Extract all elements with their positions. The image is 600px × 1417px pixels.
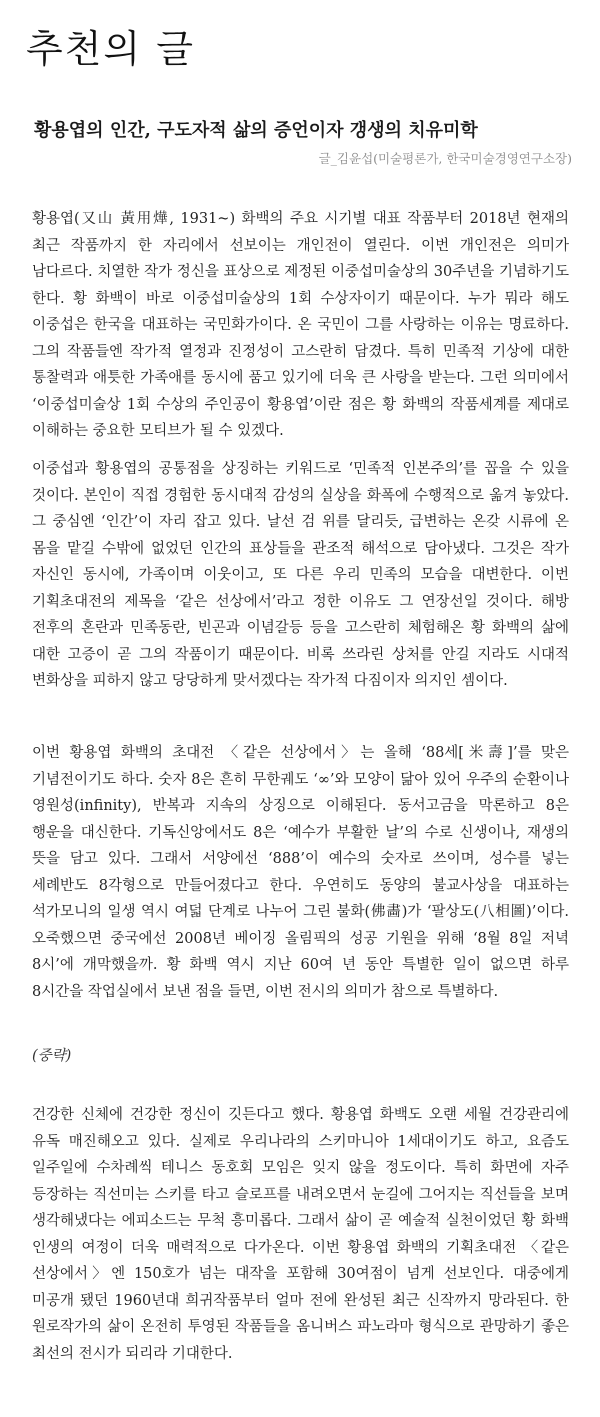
paragraph-1: 황용엽(又山 黃用燁, 1931~) 화백의 주요 시기별 대표 작품부터 2018년 현재의 최근 작품까지 한 자리에서 선보이는 개인전이 열린다. 이번 개인전은 의미가 남다르다. 치열한 작가 정신을 표상으로 제정된 이중섭미술상의 30주년을 기념하기도 한다. 황 화백이 바로 이중섭미술상의 1회 수상자이기 때문이다. 누가 뭐라 해도 이중섭은 한국을 대표하는 국민화가이다. 온 국민이 그를 사랑하는 이유는 명료하다. 그의 작품들엔 작가적 열정과 진정성이 고스란히 담겼다. 특히 민족적 기상에 대한 통찰력과 애틋한 가족애를 동시에 품고 있기에 더욱 큰 사랑을 받는다. 그런 의미에서 ‘이중섭미술상 1회 수상의 주인공이 황용엽’이란 점은 황 화백의 작품세계를 제대로 이해하는 중요한 모티브가 될 수 있겠다. bbox=[32, 211, 569, 439]
article-subtitle: 황용엽의 인간, 구도자적 삶의 증언이자 갱생의 치유미학 bbox=[34, 120, 478, 141]
paragraph-5: 건강한 신체에 건강한 정신이 깃든다고 했다. 황용엽 화백도 오랜 세월 건강관리에 유독 매진해오고 있다. 실제로 우리나라의 스키마니아 1세대이기도 하고, 요즘도 일주일에 수차례씩 테니스 동호회 모임은 잊지 않을 정도이다. 특히 화면에 자주 등장하는 직선미는 스키를 타고 슬로프를 내려오면서 눈길에 그어지는 직선들을 보며 생각해냈다는 에피소드는 무척 흥미롭다. 그래서 삶이 곧 예술적 실천이었던 황 화백 인생의 여정이 더욱 매력적으로 다가온다. 이번 황용엽 화백의 기획초대전 〈같은 선상에서〉엔 150호가 넘는 대작을 포함해 30여점이 넘게 선보인다. 대중에게 미공개 됐던 1960년대 희귀작품부터 얼마 전에 완성된 최근 신작까지 망라된다. 한 원로작가의 삶이 온전히 투영된 작품들을 옴니버스 파노라마 형식으로 관망하기 좋은 최선의 전시가 되리라 기대한다. bbox=[32, 1107, 569, 1362]
author-byline: 글_김윤섭(미술평론가, 한국미술경영연구소장) bbox=[318, 151, 572, 166]
omission-note: (중략) bbox=[32, 1048, 72, 1064]
paragraph-3: 이번 황용엽 화백의 초대전 〈같은 선상에서〉는 올해 ‘88세[米壽]’를 맞은 기념전이기도 하다. 숫자 8은 흔히 무한궤도 ‘∞’와 모양이 닮아 있어 우주의 순환이나 영원성(infinity), 반복과 지속의 상징으로 이해된다. 동서고금을 막론하고 8은 행운을 대신한다. 기독신앙에서도 8은 ‘예수가 부활한 날’의 수로 신생이나, 재생의 뜻을 담고 있다. 그래서 서양에선 ‘888’이 예수의 숫자로 쓰이며, 성수를 넣는 세례반도 8각형으로 만들어졌다고 한다. 우연히도 동양의 불교사상을 대표하는 석가모니의 일생 역시 여덟 단계로 나누어 그린 불화(佛畵)가 ‘팔상도(八相圖)’이다. 오죽했으면 중국에선 2008년 베이징 올림픽의 성공 기원을 위해 ‘8월 8일 저녁 8시’에 개막했을까. 황 화백 역시 지난 60여 년 동안 특별한 일이 없으면 하루 8시간을 작업실에서 보낸 점을 들면, 이번 전시의 의미가 참으로 특별하다. bbox=[32, 745, 569, 1000]
page-title: 추천의 글 bbox=[26, 27, 195, 71]
paragraph-2: 이중섭과 황용엽의 공통점을 상징하는 키워드로 ‘민족적 인본주의’를 꼽을 수 있을 것이다. 본인이 직접 경험한 동시대적 감성의 실상을 화폭에 수행적으로 옮겨 놓았다. 그 중심엔 ‘인간’이 자리 잡고 있다. 날선 검 위를 달리듯, 급변하는 온갖 시류에 온 몸을 맡길 수밖에 없었던 인간의 표상들을 관조적 해석으로 담아냈다. 그것은 작가 자신인 동시에, 가족이며 이웃이고, 또 다른 우리 민족의 모습을 대변한다. 이번 기획초대전의 제목을 ‘같은 선상에서’라고 정한 이유도 그 연장선일 것이다. 해방 전후의 혼란과 민족동란, 빈곤과 이념갈등 등을 고스란히 체험해온 황 화백의 삶에 대한 고증이 곧 그의 작품이기 때문이다. 비록 쓰라린 상처를 안길 지라도 시대적 변화상을 피하지 않고 당당하게 맞서겠다는 작가적 다짐이자 의지인 셈이다. bbox=[32, 461, 569, 689]
